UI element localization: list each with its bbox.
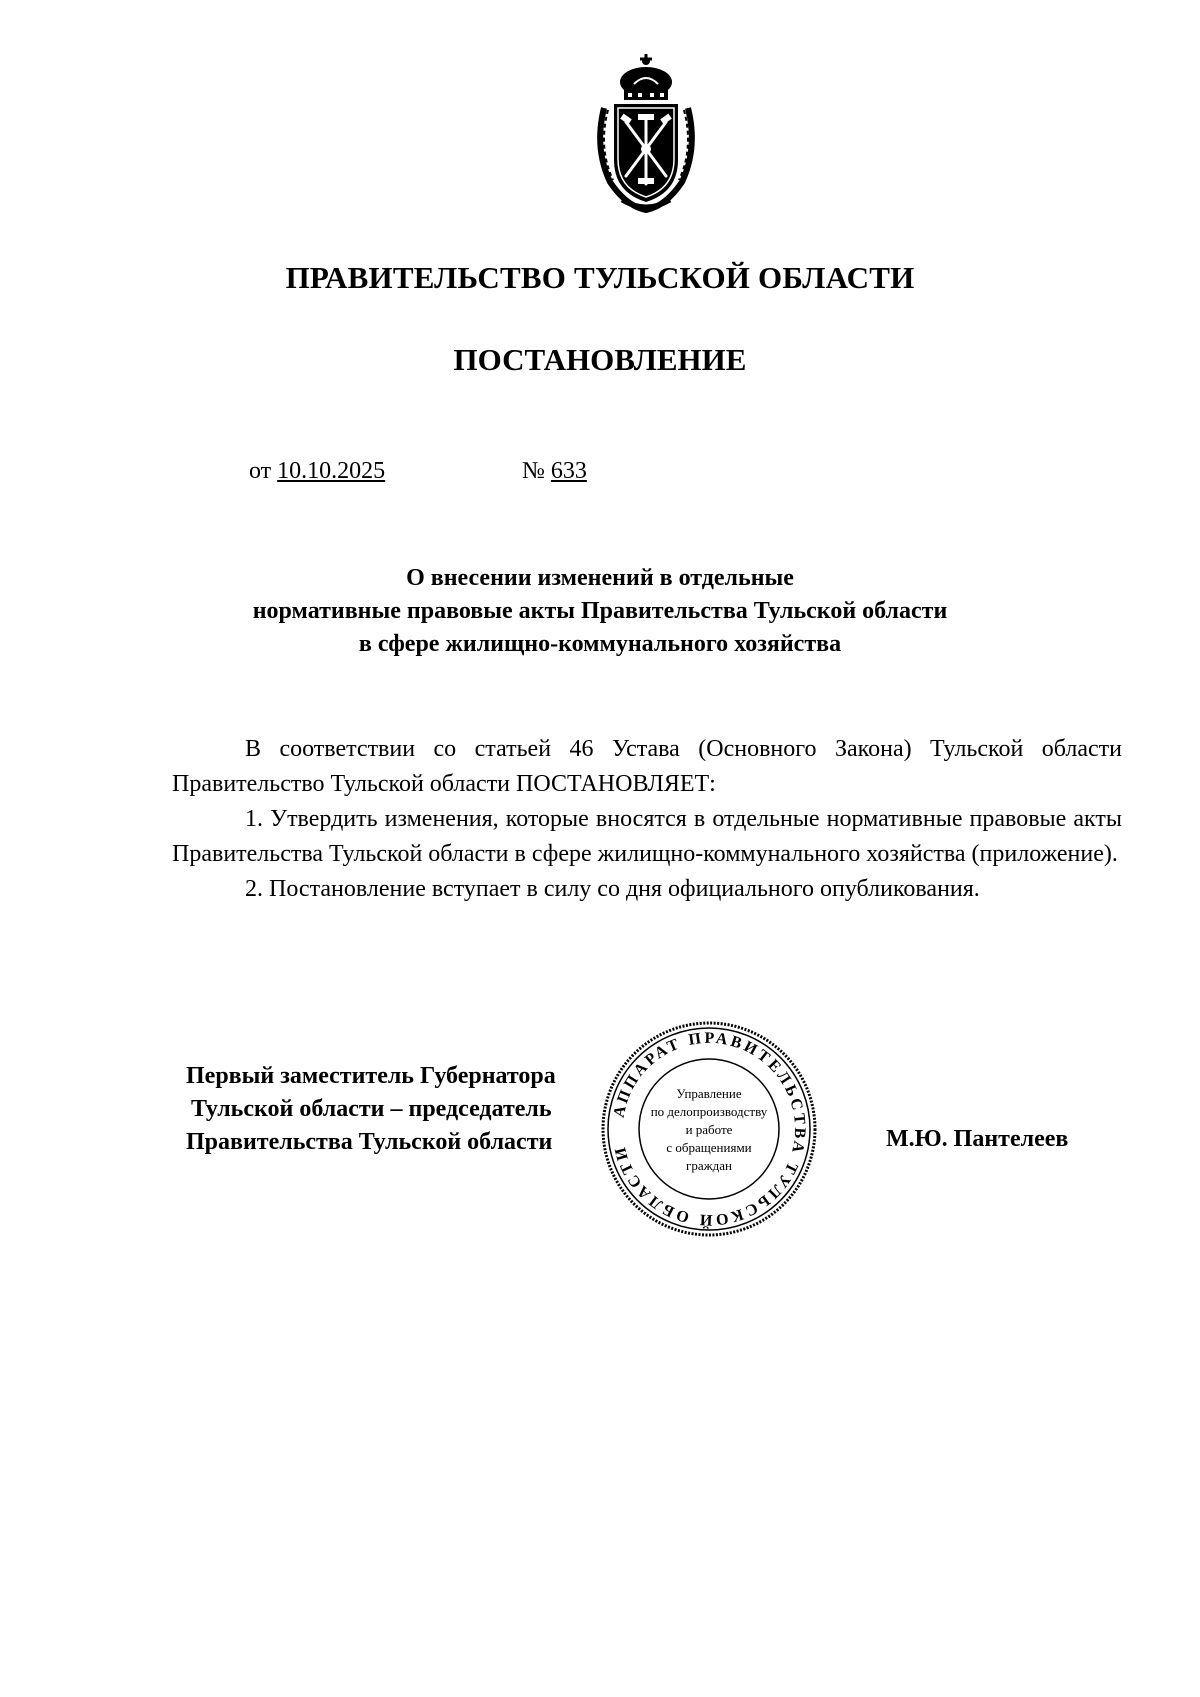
document-date: [249, 458, 385, 485]
signatory-name: М.Ю. Пантелеев: [886, 1126, 1069, 1152]
organization-title: ПРАВИТЕЛЬСТВО ТУЛЬСКОЙ ОБЛАСТИ: [285, 260, 915, 295]
seal-center-line: по делопроизводству: [650, 1104, 768, 1119]
document-body: [172, 732, 1122, 907]
item-paragraph: 1. Утвердить изменения, которые вносятся в отдельные нормативные правовые акты Правительства Тульской области в сфере жилищно-коммунального хозяйства (приложение).: [172, 806, 1122, 867]
seal-ring-text: АППАРАТ ПРАВИТЕЛЬСТВА ТУЛЬСКОЙ ОБЛАСТИ: [610, 1029, 809, 1229]
preamble-paragraph: В соответствии со статьей 46 Устава (Основного Закона) Тульской области Правительство Тульской области ПОСТАНОВЛЯЕТ:: [172, 736, 1122, 797]
document-type: ПОСТАНОВЛЕНИЕ: [453, 342, 747, 377]
position-line: Первый заместитель Губернатора: [186, 1063, 556, 1089]
seal-center-line: и работе: [685, 1122, 733, 1137]
subject-line: нормативные правовые акты Правительства Тульской области: [252, 598, 948, 624]
subject-line: в сфере жилищно-коммунального хозяйства: [358, 631, 842, 657]
item-paragraph: 2. Постановление вступает в силу со дня официального опубликования.: [245, 876, 980, 902]
position-line: Правительства Тульской области: [186, 1129, 553, 1155]
date-prefix: от: [249, 458, 272, 484]
seal-center-line: Управление: [676, 1086, 742, 1101]
number-prefix: №: [522, 458, 545, 484]
document-subject: [200, 562, 1000, 661]
seal-center-line: с обращениями: [666, 1140, 752, 1155]
position-line: Тульской области – председатель: [191, 1096, 552, 1122]
signatory-position: [186, 1060, 556, 1159]
tula-region-coat-of-arms-icon: [588, 52, 704, 214]
number-value: 633: [550, 458, 587, 484]
date-value: 10.10.2025: [277, 458, 386, 484]
official-seal-stamp: [598, 1018, 820, 1240]
subject-line: О внесении изменений в отдельные: [406, 565, 794, 591]
document-number: [522, 458, 587, 485]
seal-center-line: граждан: [686, 1158, 732, 1173]
